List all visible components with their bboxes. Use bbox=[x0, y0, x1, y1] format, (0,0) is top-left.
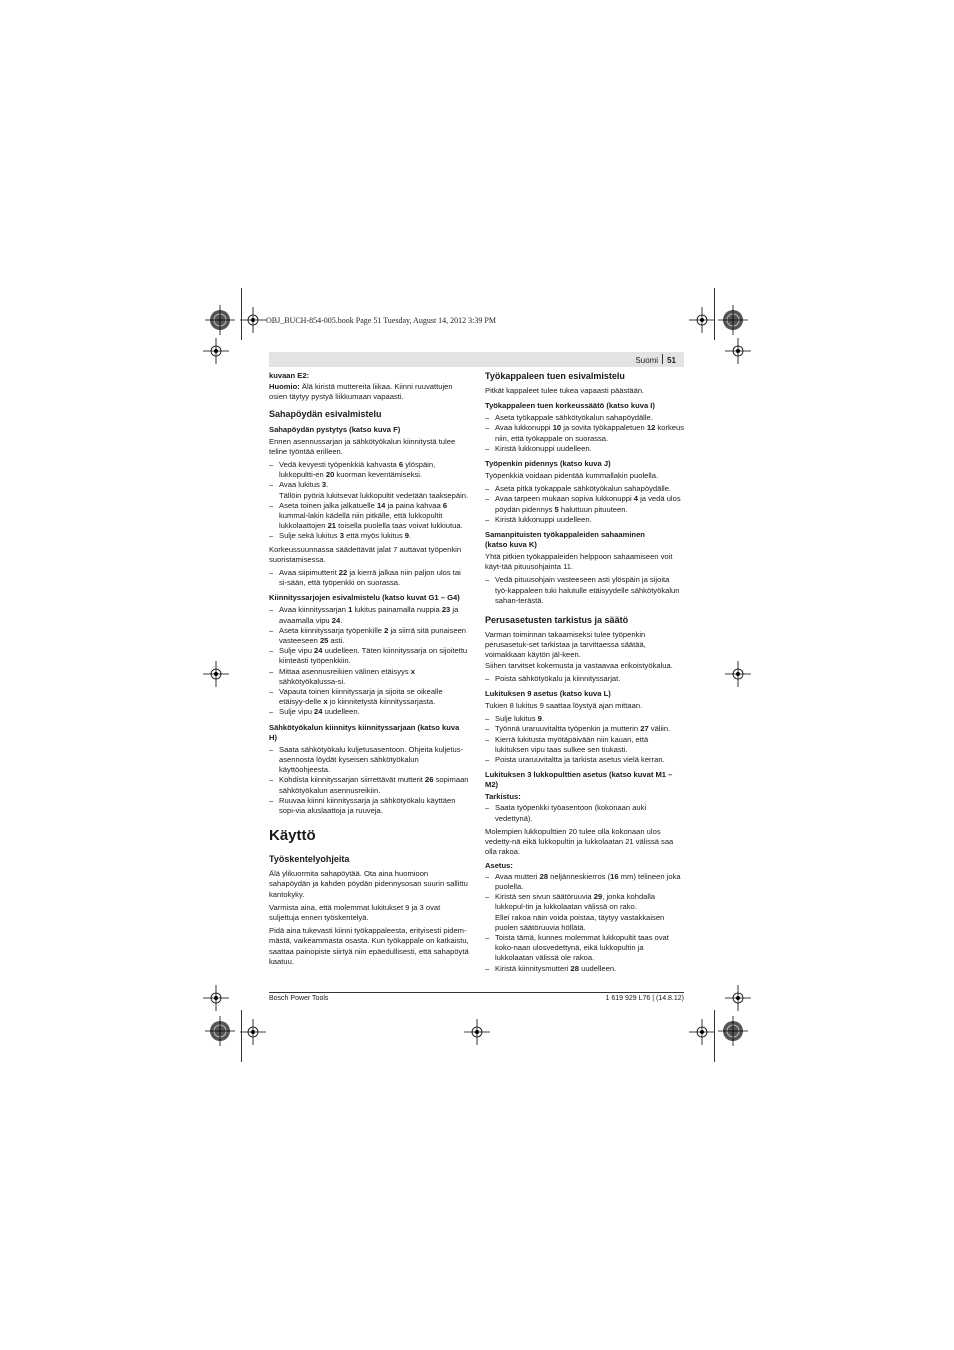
list-pystytys bbox=[269, 460, 469, 542]
heading-lukkopultit: Lukituksen 3 lukkopulttien asetus (katso kuvat M1 – M2) bbox=[485, 770, 673, 790]
list-item: – Avaa lukkonuppi 10 ja sovita työkappaletuen 12 korkeus niin, että työkappale on suorassa. bbox=[485, 423, 684, 443]
registration-mark-bottom-right bbox=[718, 1016, 748, 1046]
heading-lukitus9: Lukituksen 9 asetus (katso kuva L) bbox=[485, 689, 611, 699]
para-perus2: Siihen tarvitset kokemusta ja vastaavaa erikoistyökalua. bbox=[485, 660, 673, 670]
trim-line-bottom-right-v bbox=[714, 1010, 715, 1062]
crosshair-bottom-left-inner bbox=[240, 1019, 266, 1045]
list-item: – Poista uraruuvitaltta ja tarkista asetus vielä kerran. bbox=[485, 755, 684, 765]
list-item: – Avaa siipimutterit 22 ja kierrä jalkaa niin paljon ulos tai si-sään, että työpenkki on suorassa. bbox=[269, 568, 469, 588]
list-lukitus9 bbox=[485, 714, 684, 765]
list-item: – Aseta pitkä työkappale sähkötyökalun sahapöydälle. bbox=[485, 484, 684, 494]
list-item: – Avaa mutteri 28 neljänneskierros (16 mm) telineen joka puolella. bbox=[485, 872, 684, 892]
list-item: – Sulje vipu 24 uudelleen. bbox=[269, 707, 469, 717]
heading-kaytto: Käyttö bbox=[269, 827, 316, 845]
label-tarkistus: Tarkistus: bbox=[485, 792, 521, 802]
list-item: – Kohdista kiinnityssarjan siirrettävät mutterit 26 sopimaan sähkötyökalun asennusreikiin. bbox=[269, 775, 469, 795]
crosshair-right-lower bbox=[725, 985, 751, 1011]
registration-mark-top-left bbox=[205, 305, 235, 335]
crosshair-bottom-center bbox=[464, 1019, 490, 1045]
crosshair-top-right-inner bbox=[689, 307, 715, 333]
heading-sahapoyta: Sahapöydän esivalmistelu bbox=[269, 408, 382, 419]
para-samanpituiset: Yhtä pitkien työkappaleiden helppoon sahaamiseen voit käyt-tää pituusohjainta 11. bbox=[485, 552, 673, 572]
para-molempien: Molempien lukkopulttien 20 tulee olla kokonaan ulos vedetty-nä eikä lukkopultin ja lukkolaatan 21 välissä saa olla rakoa. bbox=[485, 826, 674, 857]
para-tyo3: Pidä aina tukevasti kiinni työkappaleesta, erityisesti pidem-mästä, vaikeammasta osasta. Kun työkappale on katkaistu, saattaa painopiste siirtyä niin epäedullisesti, että sahapöytä kaatuu. bbox=[269, 926, 469, 966]
heading-perusasetus: Perusasetusten tarkistus ja säätö bbox=[485, 615, 629, 626]
page-header-bar bbox=[269, 352, 684, 367]
list-item: – Vedä pituusohjain vasteeseen asti ylöspäin ja sijoita työ-kappaleen tuki halutulle etäisyydelle sähkötyökalun sahan-terästä. bbox=[485, 575, 684, 606]
list-korkeussaato bbox=[485, 413, 684, 454]
footer-brand: Bosch Power Tools bbox=[269, 995, 329, 1002]
para-tyo2: Varmista aina, että molemmat lukitukset 9 ja 3 ovat suljettuja ennen työskentelyä. bbox=[269, 902, 441, 922]
list-item: – Sulje vipu 24 uudelleen. Täten kiinnityssarja on sijoitettu kiinteästi työpenkkiin. bbox=[269, 646, 469, 666]
crosshair-bottom-right-inner bbox=[689, 1019, 715, 1045]
list-item: – Avaa tarpeen mukaan sopiva lukkonuppi 4 ja vedä ulos pöydän pidennys 5 haluttuun pituuteen. bbox=[485, 494, 684, 514]
header-separator bbox=[662, 354, 663, 364]
list-item: – Kiristä lukkonuppi uudelleen. bbox=[485, 515, 684, 525]
list-perusasetus bbox=[485, 674, 684, 684]
list-item: – Työnnä uraruuvitaltta työpenkin ja mutterin 27 väliin. bbox=[485, 724, 684, 734]
heading-kiinnitys: Kiinnityssarjojen esivalmistelu (katso kuvat G1 – G4) bbox=[269, 593, 460, 603]
heading-sahkotyokalu: Sähkötyökalun kiinnitys kiinnityssarjaan (katso kuva H) bbox=[269, 722, 460, 742]
list-sahkotyokalu bbox=[269, 745, 469, 816]
footer-rule bbox=[269, 992, 684, 993]
page-header-text bbox=[635, 354, 676, 365]
list-item: – Kierrä lukitusta myötäpäivään niin kauan, että lukituksen vipu taas sulkee sen tiukasti. bbox=[485, 735, 684, 755]
heading-tyoskentely: Työskentelyohjeita bbox=[269, 854, 350, 865]
list-asetus bbox=[485, 872, 684, 974]
list-item: – Vedä kevyesti työpenkkiä kahvasta 6 ylöspäin, lukkopultti-en 20 kuorman keventämiseksi. bbox=[269, 460, 469, 480]
list-korkeus bbox=[269, 568, 469, 588]
list-item: – Aseta toinen jalka jalkatuelle 14 ja paina kahvaa 6 kummal-lakin kädellä niin pitkälle, että lukkopultit lukkolaattojen 21 toisella puolella taas voivat lukkiutua. bbox=[269, 501, 469, 532]
list-item: – Aseta kiinnityssarja työpenkille 2 ja siirrä sitä punaiseen vasteeseen 25 asti. bbox=[269, 626, 469, 646]
para-tyo1: Älä ylikuormita sahapöytää. Ota aina huomioon sahapöydän ja kahden pöydän pidennysosan suurin sallittu kantokyky. bbox=[269, 869, 468, 899]
heading-pystytys: Sahapöydän pystytys (katso kuva F) bbox=[269, 424, 401, 434]
para-tuki: Pitkät kappaleet tulee tukea vapaasti päästään. bbox=[485, 386, 645, 395]
crosshair-left-lower bbox=[203, 985, 229, 1011]
list-item: – Kiristä sen sivun säätöruuvia 29, jonka kohdalla lukkopul-tin ja lukkolaatan välissä on rako. Elleí rakoa näin voida poistaa, täytyy vastakkaisen puolen säätöruuvia höllätä. bbox=[485, 892, 684, 933]
intro-label: kuvaan E2: bbox=[269, 371, 310, 380]
para-perus1: Varman toiminnan takaamiseksi tulee työpenkin perusasetuk-set tarkistaa ja tarvittaessa säätää, voimakkaan käytön jäl-keen. bbox=[485, 630, 646, 660]
para-pidennys: Työpenkkiä voidaan pidentää kummallakin puolella. bbox=[485, 471, 659, 481]
trim-line-bottom-left-v bbox=[241, 1010, 242, 1062]
list-item: – Saata työpenkki työasentoon (kokonaan auki vedettynä). bbox=[485, 803, 684, 823]
trim-line-top-left-v bbox=[241, 288, 242, 340]
list-item: – Saata sähkötyökalu kuljetusasentoon. Ohjeita kuljetus-asennosta löydät kyseisen sähkötyökalun käyttöohjeesta. bbox=[269, 745, 469, 776]
heading-tuki: Työkappaleen tuen esivalmistelu bbox=[485, 371, 625, 381]
list-item: – Vapauta toinen kiinnityssarja ja sijoita se oikealle etäisyy-delle x jo kiinnitetystä kiinnityssarjasta. bbox=[269, 687, 469, 707]
heading-samanpituiset: Samanpituisten työkappaleiden sahaaminen (katso kuva K) bbox=[485, 530, 645, 550]
list-item: – Sulje lukitus 9. bbox=[485, 714, 684, 724]
page-number: 51 bbox=[667, 356, 676, 365]
trim-line-top-right-v bbox=[714, 288, 715, 340]
crosshair-left-upper bbox=[203, 338, 229, 364]
list-item: – Kiristä kiinnitysmutteri 28 uudelleen. bbox=[485, 964, 684, 974]
crosshair-left-middle bbox=[203, 661, 229, 687]
list-item: – Avaa kiinnityssarjan 1 lukitus painamalla nuppia 23 ja avaamalla vipu 24. bbox=[269, 605, 469, 625]
crosshair-top-left-inner bbox=[240, 307, 266, 333]
list-item: – Kiristä lukkonuppi uudelleen. bbox=[485, 444, 684, 454]
label-asetus: Asetus: bbox=[485, 860, 513, 870]
list-item: – Toista tämä, kunnes molemmat lukkopultit taas ovat koko-naan ulosvedettynä, eikä lukkopultin ja lukkolaatan välissä ole rakoa. bbox=[485, 933, 684, 964]
registration-mark-bottom-left bbox=[205, 1016, 235, 1046]
list-item: – Avaa lukitus 3. Tällöin pyöriä lukitsevat lukkopultit vedetään taaksepäin. bbox=[269, 480, 469, 500]
list-item: – Mittaa asennusreikien välinen etäisyys x sähkötyökalussa-si. bbox=[269, 667, 469, 687]
para-pystytys: Ennen asennussarjan ja sähkötyökalun kiinnitystä tulee teline työntää erilleen. bbox=[269, 436, 456, 456]
para-lukitus9: Tukien 8 lukitus 9 saattaa löystyä ajan mittaan. bbox=[485, 701, 643, 711]
para-korkeus: Korkeussuunnassa säädettävät jalat 7 auttavat työpenkin suoristamisessa. bbox=[269, 544, 462, 564]
list-kiinnitys bbox=[269, 605, 469, 717]
left-column bbox=[269, 371, 469, 970]
footer-doc-number: 1 619 929 L76 | (14.8.12) bbox=[605, 995, 684, 1002]
crosshair-right-upper bbox=[725, 338, 751, 364]
crosshair-right-middle bbox=[725, 661, 751, 687]
list-pidennys bbox=[485, 484, 684, 525]
file-info-line: OBJ_BUCH-854-005.book Page 51 Tuesday, August 14, 2012 3:39 PM bbox=[266, 316, 496, 325]
list-item: – Sulje sekä lukitus 3 että myös lukitus 9. bbox=[269, 531, 469, 541]
note-paragraph bbox=[269, 382, 469, 402]
list-item: – Aseta työkappale sähkötyökalun sahapöydälle. bbox=[485, 413, 684, 423]
right-column bbox=[485, 371, 684, 977]
note-label: Huomio: bbox=[269, 382, 300, 392]
heading-korkeussaato: Työkappaleen tuen korkeussäätö (katso kuva I) bbox=[485, 401, 655, 411]
registration-mark-top-right bbox=[718, 305, 748, 335]
list-item: – Poista sähkötyökalu ja kiinnityssarjat. bbox=[485, 674, 684, 684]
list-item: – Ruuvaa kiinni kiinnityssarja ja sähkötyökalu käyttäen sopi-via aluslaattoja ja ruuveja. bbox=[269, 796, 469, 816]
list-tarkistus bbox=[485, 803, 684, 823]
list-samanpituiset bbox=[485, 575, 684, 606]
header-language: Suomi bbox=[635, 356, 659, 365]
note-text: Älä kiristä muttereita liikaa. Kiinni ruuvattujen osien täytyy pystyä liikkumaan vapaasti. bbox=[269, 382, 453, 402]
heading-pidennys: Työpenkin pidennys (katso kuva J) bbox=[485, 459, 611, 469]
